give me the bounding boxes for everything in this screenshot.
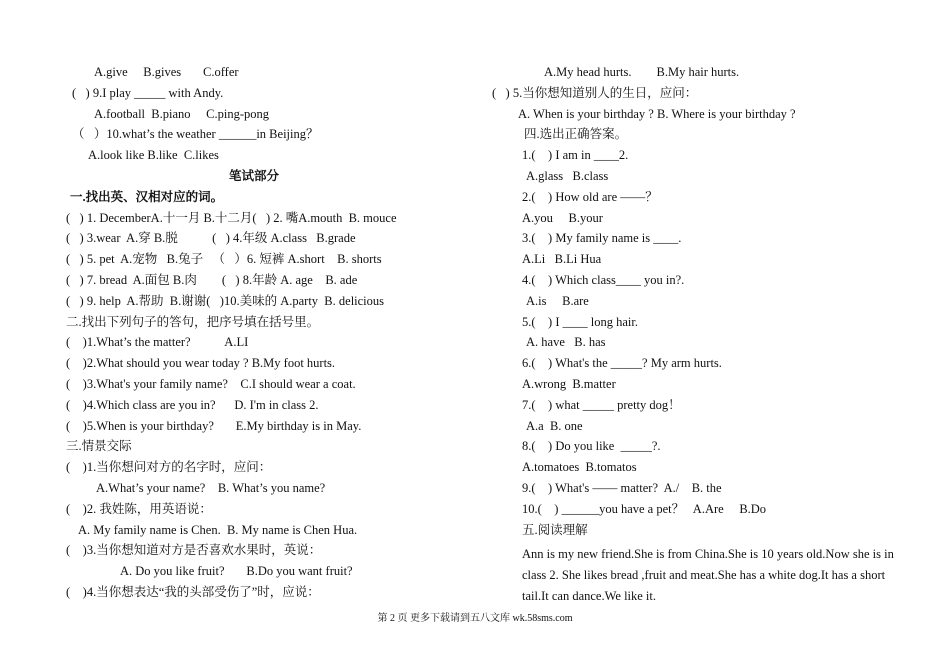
right-column-line: 8.( ) Do you like _____?. bbox=[522, 439, 661, 454]
right-column-line: 7.( ) what _____ pretty dog！ bbox=[522, 397, 681, 412]
left-column-line: A. My family name is Chen. B. My name is Chen Hua. bbox=[78, 522, 358, 537]
right-column-line: A.My head hurts. B.My hair hurts. bbox=[544, 65, 740, 79]
right-column-line: A.glass B.class bbox=[526, 169, 609, 183]
left-column-line: ( ) 9.I play _____ with Andy. bbox=[72, 85, 224, 100]
left-column-line: ( )4.当你想表达“我的头部受伤了”时，应说： bbox=[66, 585, 320, 599]
left-column-line: ( ) 1. DecemberA.十一月 B.十二月( ) 2. 嘴A.mouth B. mouce bbox=[66, 210, 397, 225]
right-column-line: A. When is your birthday ? B. Where is your birthday ? bbox=[518, 106, 796, 121]
left-column-line: ( ) 7. bread A.面包 B.肉 ( ) 8.年龄 A. age B. ade bbox=[66, 273, 358, 287]
left-column-line: 一.找出英、汉相对应的词。 bbox=[70, 189, 224, 204]
left-column bbox=[66, 64, 466, 609]
left-column-line: A.What’s your name? B. What’s you name? bbox=[96, 481, 326, 495]
left-column-line: A.football B.piano C.ping-pong bbox=[94, 106, 269, 121]
right-column-line: 5.( ) I ____ long hair. bbox=[522, 314, 638, 329]
right-column-line: 4.( ) Which class____ you in?. bbox=[522, 273, 685, 287]
left-column-line: （ ）10.what’s the weather ______in Beijing？ bbox=[72, 127, 319, 142]
right-column-line: A.a B. one bbox=[526, 418, 583, 433]
right-column-line: 10.( ) ______you have a pet？ A.Are B.Do bbox=[522, 501, 767, 516]
right-column bbox=[492, 64, 912, 609]
left-column-line: A.give B.gives C.offer bbox=[94, 65, 239, 79]
left-column-line: ( ) 5. pet A.宠物 B.兔子 （ ）6. 短裤 A.short B. shorts bbox=[66, 252, 382, 267]
left-column-line: A. Do you like fruit? B.Do you want fruit? bbox=[120, 564, 353, 579]
left-column-line: ( )4.Which class are you in? D. I'm in class 2. bbox=[66, 397, 319, 412]
page-footer: 第 2 页 更多下载请到五八文库 wk.58sms.com bbox=[377, 613, 573, 624]
right-column-line: A.is B.are bbox=[526, 293, 589, 308]
left-column-line: 二.找出下列句子的答句，把序号填在括号里。 bbox=[66, 314, 320, 329]
right-column-line: A.tomatoes B.tomatos bbox=[522, 460, 637, 475]
left-column-line: ( )3.What's your family name? C.I should wear a coat. bbox=[66, 377, 356, 391]
right-column-line: 9.( ) What's —— matter? A./ B. the bbox=[522, 481, 722, 495]
left-column-line: ( ) 3.wear A.穿 B.脱 ( ) 4.年级 A.class B.grade bbox=[66, 231, 356, 246]
right-column-line: 1.( ) I am in ____2. bbox=[522, 148, 629, 163]
reading-passage: Ann is my new friend.She is from China.She is 10 years old.Now she is in class 2. She likes bread ,fruit and meat.She has a white dog.It has a short tail.It can dance.We like it. bbox=[522, 547, 894, 603]
left-column-line: A.look like B.like C.likes bbox=[88, 148, 219, 163]
left-column-line: 三.情景交际 bbox=[66, 439, 132, 454]
left-column-line: ( )1.What’s the matter? A.LI bbox=[66, 335, 249, 350]
left-column-line: 笔试部分 bbox=[229, 169, 280, 183]
right-column-line: A.you B.your bbox=[522, 210, 603, 225]
left-column-line: ( ) 9. help A.帮助 B.谢谢( )10.美味的 A.party B. delicious bbox=[66, 293, 385, 308]
left-column-line: ( )2. 我姓陈，用英语说： bbox=[66, 501, 212, 516]
right-column-line: A.wrong B.matter bbox=[522, 377, 616, 391]
right-column-line: 五.阅读理解 bbox=[522, 522, 588, 537]
right-column-line: A. have B. has bbox=[526, 335, 606, 350]
left-column-line: ( )5.When is your birthday? E.My birthday is in May. bbox=[66, 418, 362, 433]
right-column-line: 3.( ) My family name is ____. bbox=[522, 231, 682, 246]
right-column-line: 四.选出正确答案。 bbox=[524, 127, 628, 142]
left-column-line: ( )1.当你想问对方的名字时，应问： bbox=[66, 460, 272, 475]
right-column-line: 6.( ) What's the _____? My arm hurts. bbox=[522, 356, 722, 371]
right-column-line: 2.( ) How old are ——？ bbox=[522, 189, 658, 204]
left-column-line: ( )2.What should you wear today ? B.My foot hurts. bbox=[66, 356, 336, 371]
right-column-line: ( ) 5.当你想知道别人的生日，应问： bbox=[492, 85, 698, 100]
left-column-line: ( )3.当你想知道对方是否喜欢水果时，英说： bbox=[66, 543, 322, 558]
right-column-line: A.Li B.Li Hua bbox=[522, 252, 602, 267]
